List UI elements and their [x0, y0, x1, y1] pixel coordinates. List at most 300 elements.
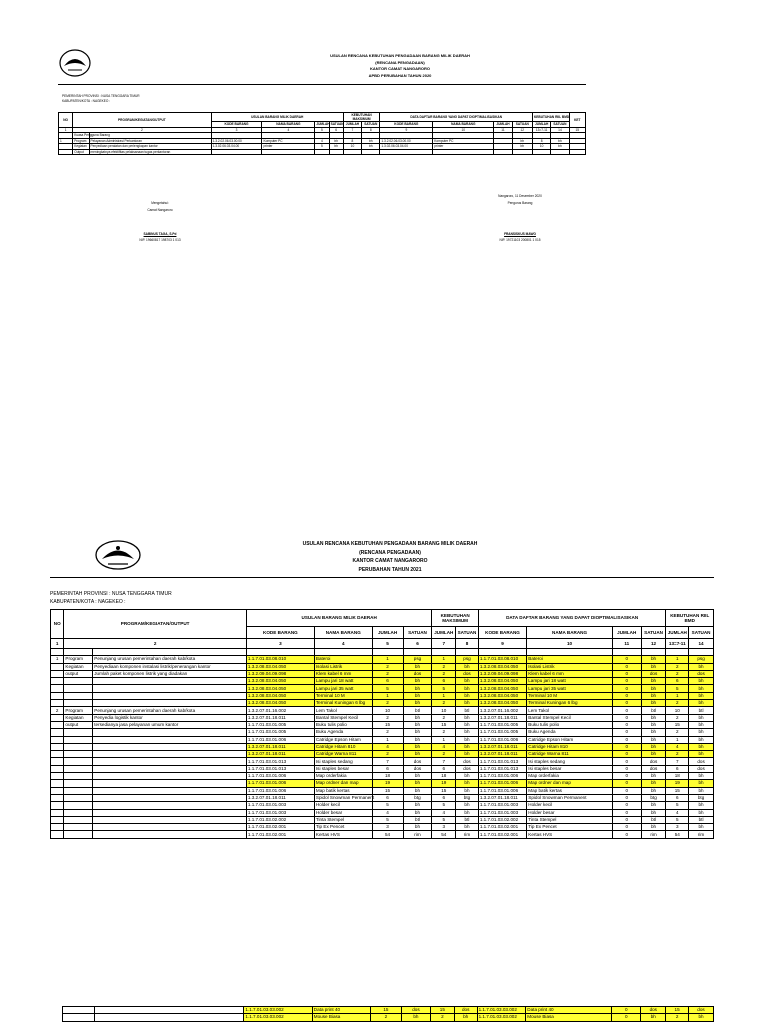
table-cell: Buku tulis polio	[314, 721, 372, 728]
table-cell: btg	[689, 794, 714, 801]
table-cell: 1.1.7.01.03.01.013	[478, 758, 526, 765]
table-cell: 1.1.7.01.03.02.002	[246, 816, 314, 823]
table-cell	[64, 678, 93, 685]
table-cell: 1.1.7.01.03.01.005	[246, 721, 314, 728]
table-cell: btl	[403, 707, 432, 714]
table-cell: rim	[456, 831, 479, 838]
table-cell: printer	[433, 144, 494, 150]
table-cell: 0	[612, 656, 641, 663]
col-ket: KET	[569, 113, 585, 128]
table-cell: 5	[372, 816, 403, 823]
table-cell	[262, 149, 315, 155]
table-cell: 1.1.7.01.03.08.010	[478, 656, 526, 663]
table-cell: Map batik kertas	[527, 787, 613, 794]
table-cell: 1.1.7.01.03.02.001	[478, 824, 526, 831]
table-row	[51, 700, 714, 707]
table-cell: 1.1.7.01.03.01.006	[478, 780, 526, 787]
table-cell: 1.3.02.06.03.04.00	[380, 144, 433, 150]
column-number: 10	[433, 127, 494, 133]
table-cell: 5	[432, 802, 456, 809]
col-satuan: SATUAN	[512, 122, 532, 128]
doc2-title	[240, 540, 540, 575]
table-cell: Holder besar	[527, 809, 613, 816]
table-cell	[93, 729, 247, 736]
table-cell: dos	[641, 1007, 666, 1014]
column-number: 5	[315, 127, 329, 133]
table-cell: bh	[403, 751, 432, 758]
column-number: 2	[64, 639, 246, 649]
table-cell: 1.3.2.08.03.04.050	[478, 678, 526, 685]
table-cell: dos	[641, 765, 666, 772]
table-cell: btl	[689, 816, 714, 823]
table-cell: Komputer PC	[262, 138, 315, 144]
table-cell	[93, 787, 247, 794]
table-cell: Penyediaan peralatan dan perlengkapan kantor	[89, 144, 211, 150]
table-cell: 1.3.2.08.03.04.050	[478, 692, 526, 699]
table-cell: 1.3.2.07.01.16.002	[246, 707, 314, 714]
table-cell: bh	[641, 678, 666, 685]
table-cell: 15	[372, 787, 403, 794]
table-row	[51, 729, 714, 736]
table-cell: 0	[612, 1014, 641, 1021]
column-number: 1	[59, 127, 73, 133]
table-cell: bh	[456, 678, 479, 685]
table-cell: Bateroi	[527, 656, 613, 663]
table-cell: dos	[403, 758, 432, 765]
table-cell: 2	[370, 1014, 401, 1021]
table-cell: rim	[641, 831, 666, 838]
table-cell	[51, 751, 64, 758]
table-cell: Isi staples besar	[314, 765, 372, 772]
table-cell: 0	[612, 809, 641, 816]
table-cell	[569, 149, 585, 155]
table-cell	[51, 780, 64, 787]
table-cell	[51, 685, 64, 692]
table-cell: Tinta Stempel	[314, 816, 372, 823]
table-cell	[93, 743, 247, 750]
sign-right-line: Pengurus Barang	[507, 201, 533, 205]
table-cell	[64, 685, 93, 692]
table-cell: Spidol Snowman Permanent	[315, 795, 375, 801]
table-cell: 6	[372, 794, 403, 801]
table-cell: bh	[403, 824, 432, 831]
table-cell: 10	[533, 144, 551, 150]
table-cell: 5	[666, 685, 689, 692]
table-cell: 1.3.2.07.01.18.011	[478, 743, 526, 750]
table-cell: bh	[641, 729, 666, 736]
table-cell: 1	[432, 656, 456, 663]
table-cell: bh	[641, 802, 666, 809]
table-cell: Holder kecil	[314, 802, 372, 809]
table-cell: 1.1.7.01.03.03.002	[477, 1007, 526, 1014]
table-cell: 4	[315, 138, 329, 144]
table-row	[51, 831, 714, 838]
table-cell: bh	[403, 780, 432, 787]
table-cell: dos	[403, 765, 432, 772]
col-nama: NAMA BARANG	[314, 627, 372, 639]
table-cell: 0	[612, 794, 641, 801]
table-cell: 1.3.02.06.03.04.00	[211, 144, 262, 150]
column-number: 5	[372, 639, 403, 649]
table-cell: 0	[612, 824, 641, 831]
table-cell: Lem Takol	[527, 707, 613, 714]
table-cell: Catridge Warna 811	[314, 751, 372, 758]
table-cell: Bantal Stempel Kecil	[314, 714, 372, 721]
table-cell: 1.3.2.07.01.18.011	[246, 714, 314, 721]
table-cell: bh	[456, 809, 479, 816]
doc1-title	[180, 53, 620, 79]
table-cell: 1.1.7.01.03.01.006	[478, 787, 526, 794]
table-cell: bh	[641, 751, 666, 758]
table-row	[51, 773, 714, 780]
table-cell: 6	[372, 678, 403, 685]
table-cell	[64, 765, 93, 772]
table-cell: 1.3.2.02.06.03.00.00	[211, 138, 262, 144]
table-cell: bh	[456, 729, 479, 736]
table-cell: Map ordner dan map	[527, 780, 613, 787]
table-cell: bh	[551, 144, 569, 150]
table-cell: Tip Ex Pencet	[314, 824, 372, 831]
table-cell: Spidol Snowman Permanent	[527, 794, 613, 801]
table-cell: 8	[343, 138, 361, 144]
doc2-header-rule	[50, 577, 714, 578]
table-cell: Lampu jari 35 watt	[527, 685, 613, 692]
table-cell: 54	[666, 831, 689, 838]
col-no: NO	[59, 113, 73, 128]
logo-emblem-1	[58, 48, 92, 78]
table-cell: bh	[689, 663, 714, 670]
table-cell: bh	[689, 751, 714, 758]
table-cell: 2	[666, 663, 689, 670]
col-kode: KODE BARANG	[380, 122, 433, 128]
table-cell: 10	[432, 707, 456, 714]
table-row	[51, 670, 714, 677]
table-cell: 1	[51, 656, 64, 663]
table-cell: bh	[689, 824, 714, 831]
table-cell: Lem Takol	[314, 707, 372, 714]
table-cell: bh	[689, 773, 714, 780]
table-cell: bh	[641, 721, 666, 728]
table-cell: Terminal 10 M	[314, 692, 372, 699]
col-kebutuhan: KEBUTUHAN MAKSIMUM	[432, 610, 478, 627]
table-cell	[93, 758, 247, 765]
table-cell: Klem kabel 6 mm	[527, 670, 613, 677]
table-cell	[93, 824, 247, 831]
table-cell: 15	[666, 787, 689, 794]
table-cell: 1.1.7.01.03.01.005	[478, 721, 526, 728]
table-cell: btl	[403, 816, 432, 823]
table-cell: 15	[666, 721, 689, 728]
table-cell: 2	[372, 751, 403, 758]
table-cell: 19	[666, 780, 689, 787]
table-cell: Penyediaan komponen instalasi listrik/penerangan kantor	[93, 663, 247, 670]
col-jumlah: JUMLAH	[612, 627, 641, 639]
table-cell: bh	[512, 144, 532, 150]
table-cell	[51, 670, 64, 677]
doc2-title-line: PERUBAHAN TAHUN 2021	[358, 567, 422, 574]
table-cell: 1.1.7.01.03.08.010	[246, 656, 314, 663]
table-cell: btg	[456, 794, 479, 801]
table-cell: bh	[456, 802, 479, 809]
table-cell: 18	[666, 773, 689, 780]
sign-right-name: FRANSISKUS MAWO	[504, 232, 536, 236]
col-satuan: SATUAN	[456, 627, 479, 639]
table-cell: 6	[432, 794, 456, 801]
table-cell: 1.3.2.07.01.18.011	[478, 794, 526, 801]
table-cell	[51, 729, 64, 736]
table-cell: bh	[456, 685, 479, 692]
table-cell: Lampu jari 18 watt	[314, 678, 372, 685]
table-cell: bh	[456, 721, 479, 728]
table-cell	[64, 729, 93, 736]
table-cell: 10	[372, 707, 403, 714]
col-jumlah: JUMLAH	[432, 627, 456, 639]
col-satuan: SATUAN	[551, 122, 569, 128]
table-cell: printer	[262, 144, 315, 150]
table-cell: bh	[454, 1014, 477, 1021]
table-cell	[93, 692, 247, 699]
table-cell: 2	[432, 700, 456, 707]
table-row	[51, 656, 714, 663]
table-cell: 1.1.7.01.03.03.002	[244, 1007, 312, 1014]
table-row	[51, 824, 714, 831]
table-cell: bh	[641, 809, 666, 816]
table-row	[51, 809, 714, 816]
sign-left-line: Mengetahui:	[151, 201, 169, 205]
table-row	[51, 816, 714, 823]
column-number: 3	[211, 127, 262, 133]
table-cell: 0	[612, 773, 641, 780]
table-cell	[51, 736, 64, 743]
table-cell: 6	[666, 794, 689, 801]
table-cell	[51, 692, 64, 699]
table-cell: bh	[403, 678, 432, 685]
table-cell: bh	[689, 787, 714, 794]
table-cell: 2	[666, 751, 689, 758]
table-cell: Isi staples sedang	[527, 758, 613, 765]
table-cell	[329, 149, 343, 155]
table-cell	[64, 692, 93, 699]
table-row	[51, 663, 714, 670]
table-cell: output	[64, 670, 93, 677]
table-cell: 0	[612, 1007, 641, 1014]
table-cell: btl	[689, 707, 714, 714]
col-nama: NAMA BARANG	[433, 122, 494, 128]
table-cell: bh	[456, 773, 479, 780]
table-cell: Data print 40	[526, 1007, 612, 1014]
table-cell: 5	[666, 802, 689, 809]
table-row	[51, 780, 714, 787]
table-cell: bh	[689, 743, 714, 750]
table-cell: 0	[612, 678, 641, 685]
table-cell: 15	[432, 787, 456, 794]
table-cell: bh	[641, 743, 666, 750]
table-cell: Map orderfakia	[527, 773, 613, 780]
table-cell: Holder kecil	[527, 802, 613, 809]
table-cell: bh	[689, 685, 714, 692]
table-row	[51, 714, 714, 721]
column-number: 6	[329, 127, 343, 133]
table-cell: 0	[612, 787, 641, 794]
table-cell: dos	[454, 1007, 477, 1014]
column-number: 11	[612, 639, 641, 649]
table-cell: bh	[362, 144, 380, 150]
table-cell: 1.1.7.01.03.01.003	[246, 809, 314, 816]
table-cell: Terminal 10 M	[527, 692, 613, 699]
table-cell: bh	[401, 1014, 430, 1021]
table-cell: 4	[372, 809, 403, 816]
table-cell: 18	[432, 773, 456, 780]
table-cell: 6	[432, 765, 456, 772]
col-nama: NAMA BARANG	[527, 627, 613, 639]
sign-right-nip: NIP. 19721103 200801 1 015	[499, 238, 541, 242]
table-cell: 0	[612, 729, 641, 736]
table-cell: 5	[432, 685, 456, 692]
table-cell: Mouse Biasa	[526, 1014, 612, 1021]
table-cell	[64, 758, 93, 765]
column-number: 11	[494, 127, 512, 133]
table-cell: bh	[403, 692, 432, 699]
table-cell	[64, 831, 93, 838]
table-cell: 1.3.2.09.04.09.098	[246, 670, 314, 677]
table-row	[51, 751, 714, 758]
col-riil: KEBUTUHAN RIIL BMD	[666, 610, 714, 627]
column-number: 6	[403, 639, 432, 649]
table-cell: dos	[689, 1007, 714, 1014]
table-cell: bh	[641, 714, 666, 721]
table-cell: 1	[432, 692, 456, 699]
doc1-title-line: (RENCANA PENGADAAN)	[375, 59, 425, 65]
table-cell: Holder besar	[314, 809, 372, 816]
col-jumlah: JUMLAH	[343, 122, 361, 128]
table-cell: bh	[456, 663, 479, 670]
doc1-title-line: APBD PERUBAHAN TAHUN 2020	[368, 72, 432, 78]
column-number: 8	[456, 639, 479, 649]
table-cell: 54	[372, 831, 403, 838]
table-cell: 6	[432, 678, 456, 685]
table-cell: 1.3.2.08.03.04.050	[478, 685, 526, 692]
table-row	[51, 743, 714, 750]
table-cell	[93, 685, 247, 692]
table-cell: 4	[432, 743, 456, 750]
table-cell: Penunjang urusan pemerintahan daerah kab/kota	[93, 656, 247, 663]
table-cell: Kegiatan	[64, 714, 93, 721]
table-cell: 54	[432, 831, 456, 838]
col-nama: NAMA BARANG	[262, 122, 315, 128]
table-cell: 2	[372, 700, 403, 707]
col-satuan: SATUAN	[330, 122, 344, 127]
table-cell: 1.1.7.01.03.01.006	[246, 787, 314, 794]
table-cell: 8	[533, 138, 551, 144]
table-cell: 6	[372, 765, 403, 772]
doc2-title-line: USULAN RENCANA KEBUTUHAN PENGADAAN BARANG MILIK DAERAH	[302, 541, 478, 547]
table-cell: 1	[666, 736, 689, 743]
table-cell: 2	[372, 670, 403, 677]
table-cell: 5	[315, 144, 329, 150]
column-number: 1	[51, 639, 64, 649]
table-row	[51, 802, 714, 809]
col-kode: KODE BARANG	[246, 627, 314, 639]
table-cell: 1.3.2.09.04.09.098	[478, 670, 526, 677]
table-cell: bh	[403, 809, 432, 816]
table-cell: 1.3.2.07.01.18.011	[246, 751, 314, 758]
table-cell: 1.3.2.08.03.04.050	[246, 685, 314, 692]
table-cell: Catridge Hitam 810	[527, 743, 613, 750]
table-cell: 1.1.7.01.03.01.006	[478, 773, 526, 780]
column-number: 12	[512, 127, 532, 133]
table-cell: 1.3.2.08.03.04.050	[478, 700, 526, 707]
table-cell: Bateroi	[314, 656, 372, 663]
table-cell: dos	[403, 670, 432, 677]
table-row	[51, 736, 714, 743]
table-cell: 1	[432, 736, 456, 743]
doc1-title-line: KANTOR CAMAT NANGARORO	[369, 66, 431, 71]
table-cell: bh	[362, 138, 380, 144]
table-cell: 2	[372, 729, 403, 736]
table-cell	[64, 751, 93, 758]
table-cell: 1.1.7.01.03.02.001	[246, 824, 314, 831]
table-row	[51, 685, 714, 692]
table-cell: 3	[372, 824, 403, 831]
table-cell: 1.3.2.07.01.18.011	[478, 714, 526, 721]
table-cell: 0	[612, 692, 641, 699]
table-cell: 18	[372, 773, 403, 780]
column-number: 14	[551, 127, 569, 133]
table-cell	[51, 787, 64, 794]
table-cell: bh	[403, 787, 432, 794]
table-cell: bh	[403, 802, 432, 809]
table-cell: 0	[612, 736, 641, 743]
table-cell: bh	[641, 780, 666, 787]
doc2-table	[50, 609, 714, 839]
table-cell: 0	[612, 663, 641, 670]
table-cell	[51, 663, 64, 670]
table-cell: bh	[551, 138, 569, 144]
table-cell: 1.1.7.01.03.01.003	[478, 809, 526, 816]
table-cell: bh	[456, 736, 479, 743]
table-cell: Map ordner dan map	[314, 780, 372, 787]
table-cell: Catridge Hitam 810	[314, 743, 372, 750]
table-cell	[494, 149, 512, 155]
table-cell	[211, 149, 262, 155]
table-cell	[93, 773, 247, 780]
table-cell	[51, 809, 64, 816]
doc2-kab: KABUPATEN/KOTA : NAGEKEO :	[50, 599, 126, 605]
table-row	[51, 721, 714, 728]
table-cell: 7	[432, 758, 456, 765]
table-row	[51, 678, 714, 685]
doc1-sign-right	[480, 193, 560, 244]
table-cell: 6	[666, 765, 689, 772]
column-number: 3	[246, 639, 314, 649]
table-cell: bh	[403, 714, 432, 721]
table-cell: 15	[666, 1007, 689, 1014]
table-cell: 2	[666, 700, 689, 707]
column-number: 2	[73, 127, 211, 133]
table-cell	[51, 700, 64, 707]
table-row	[51, 787, 714, 794]
table-cell: Komputer PC	[433, 138, 494, 144]
table-cell: bh	[403, 663, 432, 670]
column-number: 12	[641, 639, 666, 649]
table-cell: Tinta Stempel	[527, 816, 613, 823]
table-cell: 1.1.7.01.03.03.002	[244, 1014, 312, 1021]
table-cell: bh	[641, 685, 666, 692]
table-cell	[51, 721, 64, 728]
table-cell: 1.1.7.01.03.02.001	[246, 831, 314, 838]
table-cell: 1	[372, 736, 403, 743]
sign-right-line: Nangaroro, 11 Desember 2020	[498, 194, 542, 198]
